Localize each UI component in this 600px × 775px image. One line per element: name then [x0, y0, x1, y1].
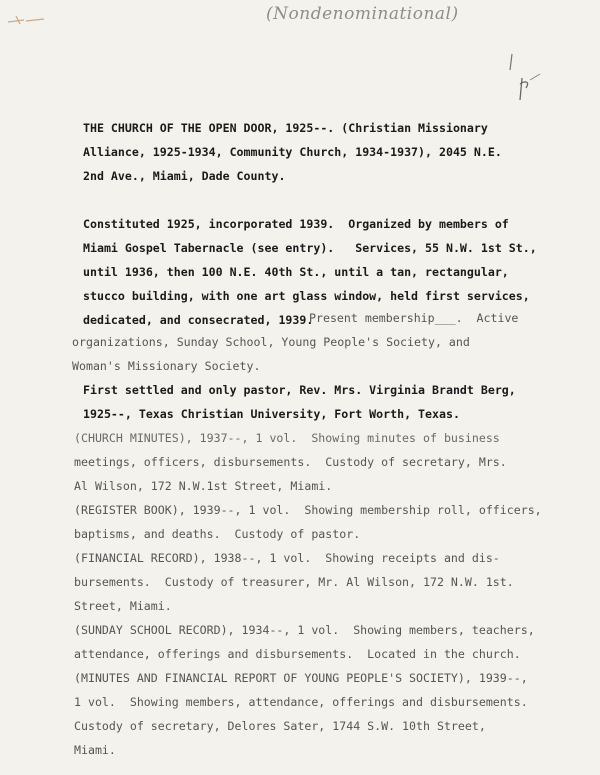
text-line: (SUNDAY SCHOOL RECORD), 1934--, 1 vol. Showing members, teachers, [74, 623, 535, 637]
text-line: dedicated, and consecrated, 1939. [83, 313, 314, 327]
text-line: THE CHURCH OF THE OPEN DOOR, 1925--. (Christian Missionary [83, 121, 488, 135]
text-line: Custody of secretary, Delores Sater, 1744 S.W. 10th Street, [74, 719, 486, 733]
text-line: Street, Miami. [74, 599, 172, 613]
handwritten-note: (Nondenominational) [266, 4, 459, 24]
text-line: Constituted 1925, incorporated 1939. Organized by members of [83, 217, 509, 231]
corner-pencil-mark [6, 12, 46, 28]
text-line: 1925--, Texas Christian University, Fort Worth, Texas. [83, 407, 460, 421]
text-line: until 1936, then 100 N.E. 40th St., until a tan, rectangular, [83, 265, 509, 279]
text-line: meetings, officers, disbursements. Custody of secretary, Mrs. [74, 455, 507, 469]
text-line: (CHURCH MINUTES), 1937--, 1 vol. Showing minutes of business [74, 431, 500, 445]
text-line: 2nd Ave., Miami, Dade County. [83, 169, 286, 183]
text-line: (REGISTER BOOK), 1939--, 1 vol. Showing membership roll, officers, [74, 503, 542, 517]
text-line: baptisms, and deaths. Custody of pastor. [74, 527, 361, 541]
text-line: attendance, offerings and disbursements. Located in the church. [74, 647, 521, 661]
text-line: Alliance, 1925-1934, Community Church, 1934-1937), 2045 N.E. [83, 145, 502, 159]
margin-pencil-mark [500, 50, 550, 110]
text-line: (MINUTES AND FINANCIAL REPORT OF YOUNG PEOPLE'S SOCIETY), 1939--, [74, 671, 528, 685]
text-line: 1 vol. Showing members, attendance, offerings and disbursements. [74, 695, 528, 709]
text-line: (FINANCIAL RECORD), 1938--, 1 vol. Showing receipts and dis- [74, 551, 500, 565]
text-line: stucco building, with one art glass window, held first services, [83, 289, 530, 303]
text-line: bursements. Custody of treasurer, Mr. Al Wilson, 172 N.W. 1st. [74, 575, 514, 589]
text-line: Miami. [74, 743, 116, 757]
text-line: Woman's Missionary Society. [72, 359, 261, 373]
text-line: organizations, Sunday School, Young People's Society, and [72, 335, 470, 349]
text-line: Al Wilson, 172 N.W.1st Street, Miami. [74, 479, 333, 493]
text-line: Present membership___. Active [309, 311, 519, 325]
text-line: Miami Gospel Tabernacle (see entry). Services, 55 N.W. 1st St., [83, 241, 537, 255]
text-line: First settled and only pastor, Rev. Mrs. Virginia Brandt Berg, [83, 383, 516, 397]
